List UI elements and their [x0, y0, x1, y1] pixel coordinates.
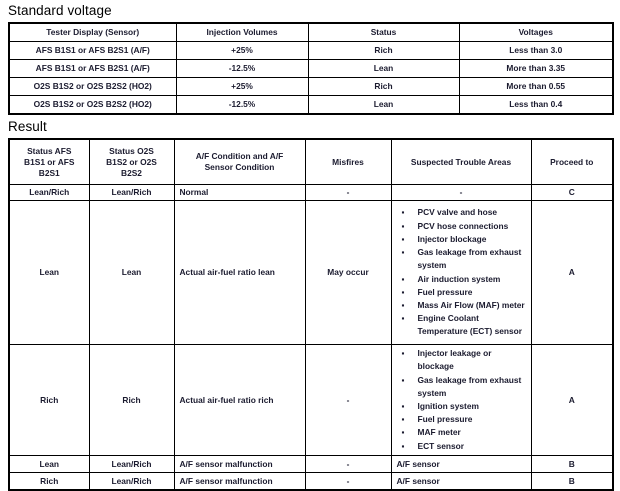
- bullet-icon: ▪: [401, 401, 405, 411]
- cell-voltage: More than 0.55: [459, 78, 613, 96]
- bullet-icon: ▪: [401, 220, 405, 231]
- column-header-proceed-to: [531, 139, 613, 185]
- header-line: B1S2 or O2S: [106, 156, 157, 167]
- bullet-icon: ▪: [401, 299, 405, 310]
- cell-tester-display: AFS B1S1 or AFS B2S1 (A/F): [9, 42, 176, 60]
- cell-voltage: Less than 0.4: [459, 96, 613, 115]
- column-header-misfires: [305, 139, 391, 185]
- column-header-af-condition: [174, 139, 305, 185]
- cell-tester-display: AFS B1S1 or AFS B2S1 (A/F): [9, 60, 176, 78]
- result-table: [8, 138, 614, 491]
- cell-status: Lean: [308, 60, 459, 78]
- table-row: [9, 345, 613, 456]
- trouble-area-label: Engine Coolant Temperature (ECT) sensor: [417, 313, 523, 337]
- cell-status-afs: Lean/Rich: [9, 185, 89, 201]
- cell-status-o2s: Lean: [89, 201, 174, 345]
- trouble-area-item: [398, 400, 527, 413]
- header-line: B2S1: [38, 167, 60, 178]
- bullet-icon: ▪: [401, 348, 405, 359]
- bullet-icon: ▪: [401, 414, 405, 425]
- cell-suspected-trouble-areas: A/F sensor: [391, 456, 531, 473]
- trouble-area-item: [398, 413, 527, 426]
- header-line: Status AFS: [27, 145, 72, 156]
- header-line: Status O2S: [109, 145, 154, 156]
- trouble-area-label: MAF meter: [417, 427, 461, 438]
- header-line: B2S2: [121, 167, 142, 178]
- bullet-icon: ▪: [401, 427, 405, 438]
- trouble-area-label: ECT sensor: [417, 440, 465, 451]
- standard-voltage-table: [8, 22, 614, 115]
- bullet-icon: ▪: [401, 374, 405, 385]
- cell-af-condition: A/F sensor malfunction: [174, 456, 305, 473]
- header-line: Misfires: [332, 156, 364, 167]
- cell-tester-display: O2S B1S2 or O2S B2S2 (HO2): [9, 96, 176, 115]
- bullet-icon: ▪: [401, 313, 405, 324]
- cell-tester-display: O2S B1S2 or O2S B2S2 (HO2): [9, 78, 176, 96]
- column-header-suspected-trouble-areas: [391, 139, 531, 185]
- trouble-area-label: Mass Air Flow (MAF) meter: [417, 299, 525, 310]
- trouble-area-label: Injector leakage or blockage: [417, 348, 492, 372]
- header-line: B1S1 or AFS: [24, 156, 75, 167]
- cell-suspected-trouble-areas: A/F sensor: [391, 473, 531, 491]
- cell-af-condition: A/F sensor malfunction: [174, 473, 305, 491]
- table-row: [9, 473, 613, 491]
- cell-status-afs: Rich: [9, 473, 89, 491]
- column-header-tester-display: Tester Display (Sensor): [9, 23, 176, 42]
- cell-status-o2s: Lean/Rich: [89, 185, 174, 201]
- cell-suspected-trouble-areas: [391, 345, 531, 456]
- cell-af-condition: Actual air-fuel ratio rich: [174, 345, 305, 456]
- trouble-area-item: [398, 273, 527, 286]
- column-header-status-afs: [9, 139, 89, 185]
- page-title-standard-voltage: Standard voltage: [8, 3, 112, 18]
- table-row: [9, 185, 613, 201]
- cell-status: Lean: [308, 96, 459, 115]
- cell-proceed-to: B: [531, 473, 613, 491]
- cell-injection-volume: +25%: [176, 42, 308, 60]
- trouble-area-label: Air induction system: [417, 273, 501, 284]
- cell-misfires: -: [305, 185, 391, 201]
- table-row: [9, 96, 613, 115]
- cell-injection-volume: +25%: [176, 78, 308, 96]
- table-header-row: [9, 23, 613, 42]
- table-row: [9, 60, 613, 78]
- trouble-area-item: [398, 426, 527, 439]
- cell-suspected-trouble-areas: -: [391, 185, 531, 201]
- cell-misfires: -: [305, 473, 391, 491]
- cell-status-o2s: Lean/Rich: [89, 456, 174, 473]
- cell-status-o2s: Rich: [89, 345, 174, 456]
- bullet-icon: ▪: [401, 286, 405, 297]
- cell-status: Rich: [308, 42, 459, 60]
- cell-misfires: May occur: [305, 201, 391, 345]
- table-row: [9, 456, 613, 473]
- trouble-area-item: [398, 206, 527, 219]
- cell-status-afs: Rich: [9, 345, 89, 456]
- cell-suspected-trouble-areas: [391, 201, 531, 345]
- cell-voltage: More than 3.35: [459, 60, 613, 78]
- table-header-row: [9, 139, 613, 185]
- cell-misfires: -: [305, 345, 391, 456]
- cell-status: Rich: [308, 78, 459, 96]
- cell-injection-volume: -12.5%: [176, 60, 308, 78]
- table-row: [9, 201, 613, 345]
- trouble-area-label: Gas leakage from exhaust system: [417, 247, 522, 271]
- trouble-area-list: [396, 206, 527, 338]
- page-title-result: Result: [8, 119, 47, 134]
- trouble-area-item: [398, 220, 527, 233]
- table-row: [9, 42, 613, 60]
- trouble-area-item: [398, 233, 527, 246]
- column-header-voltages: Voltages: [459, 23, 613, 42]
- trouble-area-label: Ignition system: [417, 401, 479, 411]
- column-header-injection-volumes: Injection Volumes: [176, 23, 308, 42]
- bullet-icon: ▪: [401, 273, 405, 284]
- cell-proceed-to: B: [531, 456, 613, 473]
- cell-status-afs: Lean: [9, 456, 89, 473]
- bullet-icon: ▪: [401, 207, 405, 218]
- trouble-area-item: [398, 286, 527, 299]
- cell-voltage: Less than 3.0: [459, 42, 613, 60]
- cell-injection-volume: -12.5%: [176, 96, 308, 115]
- bullet-icon: ▪: [401, 233, 405, 244]
- cell-af-condition: Normal: [174, 185, 305, 201]
- trouble-area-item: [398, 347, 527, 373]
- cell-proceed-to: A: [531, 345, 613, 456]
- trouble-area-label: PCV valve and hose: [417, 207, 498, 218]
- header-line: Sensor Condition: [204, 162, 275, 172]
- document-page: [0, 3, 620, 486]
- column-header-status: Status: [308, 23, 459, 42]
- cell-status-afs: Lean: [9, 201, 89, 345]
- trouble-area-item: [398, 312, 527, 338]
- trouble-area-item: [398, 246, 527, 272]
- trouble-area-label: Gas leakage from exhaust system: [417, 374, 522, 398]
- cell-status-o2s: Lean/Rich: [89, 473, 174, 491]
- header-line: Proceed to: [550, 156, 594, 167]
- bullet-icon: ▪: [401, 247, 405, 258]
- trouble-area-item: [398, 440, 527, 453]
- cell-af-condition: Actual air-fuel ratio lean: [174, 201, 305, 345]
- table-row: [9, 78, 613, 96]
- trouble-area-label: Injector blockage: [417, 233, 487, 244]
- cell-proceed-to: A: [531, 201, 613, 345]
- trouble-area-item: [398, 299, 527, 312]
- trouble-area-label: Fuel pressure: [417, 414, 473, 425]
- header-line: Suspected Trouble Areas: [410, 156, 512, 167]
- trouble-area-item: [398, 374, 527, 400]
- trouble-area-list: [396, 347, 527, 453]
- trouble-area-label: PCV hose connections: [417, 220, 509, 231]
- cell-proceed-to: C: [531, 185, 613, 201]
- trouble-area-label: Fuel pressure: [417, 286, 473, 297]
- column-header-status-o2s: [89, 139, 174, 185]
- header-line: A/F Condition and A/F: [195, 151, 284, 161]
- cell-misfires: -: [305, 456, 391, 473]
- bullet-icon: ▪: [401, 440, 405, 451]
